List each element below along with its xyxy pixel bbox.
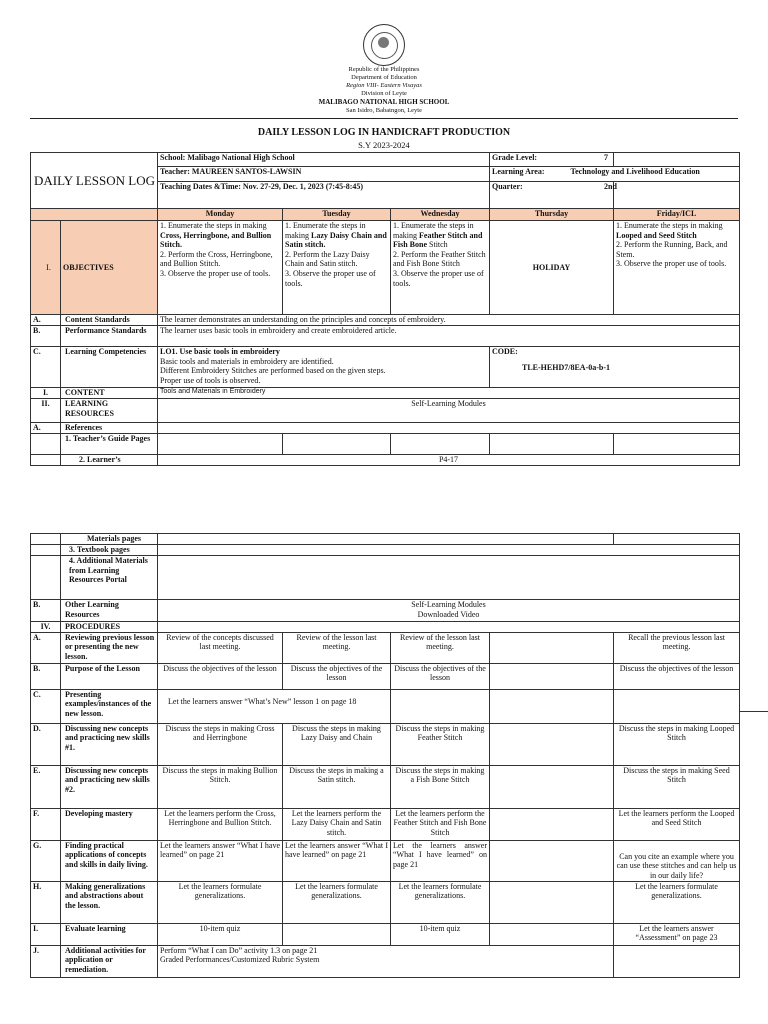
- competencies-letter: C.: [31, 347, 61, 388]
- row-h-thu: [490, 881, 614, 923]
- document-title: DAILY LESSON LOG IN HANDICRAFT PRODUCTION: [257, 127, 511, 138]
- row-f-fri: Let the learners perform the Looped and Seed Stitch: [614, 808, 740, 840]
- learning-area-field: Learning Area: Technology and Livelihood Education: [490, 167, 740, 182]
- procedures-letter: IV.: [31, 622, 61, 633]
- row-j-label: Additional activities for application or remediation.: [61, 945, 158, 977]
- row-e-label: Discussing new concepts and practicing new skills #2.: [61, 765, 158, 808]
- competencies-text: LO1. Use basic tools in embroidery Basic tools and materials in embroidery are identified. Different Embroidery Stitches are performed based on the given steps. Proper use of tools is observed.: [158, 347, 490, 388]
- grade-level-value: 7: [614, 153, 740, 167]
- row-d-fri: Discuss the steps in making Looped Stitch: [614, 723, 740, 765]
- objectives-thursday-holiday: HOLIDAY: [490, 221, 614, 315]
- row-a-letter: A.: [31, 632, 61, 663]
- row-e-fri: Discuss the steps in making Seed Stitch: [614, 765, 740, 808]
- day-header-blank: [31, 209, 158, 221]
- procedure-row-d: [31, 723, 740, 765]
- references-letter: A.: [31, 423, 61, 434]
- day-header-tuesday: Tuesday: [283, 209, 391, 221]
- row-e-thu: [490, 765, 614, 808]
- row-c-fri: [614, 689, 740, 723]
- row-f-thu: [490, 808, 614, 840]
- procedure-row-i: [31, 923, 740, 945]
- teachers-guide-mon: [158, 434, 283, 455]
- content-standards-text: The learner demonstrates an understanding on the principles and concepts of embroidery.: [158, 315, 740, 326]
- header-school: MALIBAGO NATIONAL HIGH SCHOOL: [318, 98, 450, 106]
- row-h-wed: Let the learners formulate generalizations.: [391, 881, 490, 923]
- procedures-label: PROCEDURES: [61, 622, 158, 633]
- row-c-wed: [391, 689, 490, 723]
- procedure-row-a: [31, 632, 740, 663]
- header-region: Region VIII- Eastern Visayas: [346, 82, 422, 89]
- row-i-wed: 10-item quiz: [391, 923, 490, 945]
- competencies-code: CODE: TLE-HEHD7/8EA-0a-b-1: [490, 347, 740, 388]
- row-j-span: Perform “What I can Do” activity 1.3 on page 21 Graded Performances/Customized Rubric System: [158, 945, 614, 977]
- header-division: Division of Leyte: [361, 90, 407, 97]
- row-f-letter: F.: [31, 808, 61, 840]
- teachers-guide-wed: [391, 434, 490, 455]
- row-g-wed: Let the learners answer “What I have learned” on page 21: [391, 840, 490, 881]
- performance-standards-label: Performance Standards: [61, 326, 158, 347]
- row-i-thu: [490, 923, 614, 945]
- day-header-monday: Monday: [158, 209, 283, 221]
- row-i-tue: [283, 923, 391, 945]
- row-b-label: Purpose of the Lesson: [61, 663, 158, 689]
- materials-pages-label: Materials pages: [61, 534, 158, 545]
- procedures-blank: [158, 622, 740, 633]
- teachers-guide-blank: [31, 434, 61, 455]
- row-e-mon: Discuss the steps in making Bullion Stitch.: [158, 765, 283, 808]
- row-h-letter: H.: [31, 881, 61, 923]
- deped-seal: [363, 24, 405, 66]
- row-h-fri: Let the learners formulate generalizations.: [614, 881, 740, 923]
- teaching-dates-field: Teaching Dates &Time: Nov. 27-29, Dec. 1, 2023 (7:45-8:45): [158, 182, 490, 209]
- row-c-thu: [490, 689, 614, 723]
- row-h-mon: Let the learners formulate generalizations.: [158, 881, 283, 923]
- table-overhang-line: [739, 711, 768, 712]
- learners-pages: P4-17: [158, 455, 740, 466]
- procedure-row-g: [31, 840, 740, 881]
- row-i-letter: I.: [31, 923, 61, 945]
- competencies-label: Learning Competencies: [61, 347, 158, 388]
- content-label: CONTENT: [61, 388, 158, 399]
- performance-standards-letter: B.: [31, 326, 61, 347]
- quarter-label: Quarter:: [490, 182, 614, 209]
- day-header-thursday: Thursday: [490, 209, 614, 221]
- learning-resources-letter: II.: [31, 399, 61, 423]
- school-field: School: Malibago National High School: [158, 153, 490, 167]
- row-g-label: Finding practical applications of concepts and skills in daily living.: [61, 840, 158, 881]
- row-f-label: Developing mastery: [61, 808, 158, 840]
- row-h-label: Making generalizations and abstractions about the lesson.: [61, 881, 158, 923]
- learners-label: 2. Learner’s: [61, 455, 158, 466]
- objectives-friday: 1. Enumerate the steps in making Looped and Seed Stitch 2. Perform the Running, Back, and Stem. 3. Observe the proper use of tools.: [614, 221, 740, 315]
- row-d-tue: Discuss the steps in making Lazy Daisy and Chain: [283, 723, 391, 765]
- school-year: S.Y 2023-2024: [358, 140, 410, 150]
- objectives-monday: 1. Enumerate the steps in making Cross, Herringbone, and Bullion Stitch. 2. Perform the Cross, Herringbone, and Bullion Stitch. 3. Observe the proper use of tools.: [158, 221, 283, 315]
- row-b-letter: B.: [31, 663, 61, 689]
- row-c-span: Let the learners answer “What’s New” lesson 1 on page 18: [158, 689, 391, 723]
- row-j-fri: [614, 945, 740, 977]
- quarter-value: 2nd: [614, 182, 740, 209]
- procedure-row-c: [31, 689, 740, 723]
- row-e-letter: E.: [31, 765, 61, 808]
- row-e-wed: Discuss the steps in making a Fish Bone Stitch: [391, 765, 490, 808]
- row-c-letter: C.: [31, 689, 61, 723]
- row-a-fri: Recall the previous lesson last meeting.: [614, 632, 740, 663]
- grade-level-label: Grade Level:: [490, 153, 614, 167]
- header-divider: [30, 118, 738, 119]
- additional-materials-label: 4. Additional Materials from Learning Resources Portal: [61, 556, 158, 600]
- references-label: References: [61, 423, 158, 434]
- day-header-friday: Friday/ICL: [614, 209, 740, 221]
- other-resources-letter: B.: [31, 600, 61, 622]
- row-b-tue: Discuss the objectives of the lesson: [283, 663, 391, 689]
- row-f-wed: Let the learners perform the Feather Stitch and Fish Bone Stitch: [391, 808, 490, 840]
- row-a-wed: Review of the lesson last meeting.: [391, 632, 490, 663]
- procedure-row-b: [31, 663, 740, 689]
- teachers-guide-thu: [490, 434, 614, 455]
- row-g-letter: G.: [31, 840, 61, 881]
- row-b-mon: Discuss the objectives of the lesson: [158, 663, 283, 689]
- teacher-field: Teacher: MAUREEN SANTOS-LAWSIN: [158, 167, 490, 182]
- row-a-thu: [490, 632, 614, 663]
- performance-standards-text: The learner uses basic tools in embroidery and create embroidered article.: [158, 326, 740, 347]
- content-standards-letter: A.: [31, 315, 61, 326]
- materials-blank: [31, 534, 61, 545]
- objectives-letter: I.: [31, 221, 61, 315]
- teachers-guide-tue: [283, 434, 391, 455]
- learning-resources-text: Self-Learning Modules: [158, 399, 740, 423]
- content-letter: I.: [31, 388, 61, 399]
- row-a-mon: Review of the concepts discussed last meeting.: [158, 632, 283, 663]
- header-address: San Isidro, Babatngon, Leyte: [346, 107, 422, 114]
- header-department: Department of Education: [351, 74, 417, 81]
- references-blank: [158, 423, 740, 434]
- row-g-thu: [490, 840, 614, 881]
- row-i-fri: Let the learners answer “Assessment” on page 23: [614, 923, 740, 945]
- learners-blank: [31, 455, 61, 466]
- textbook-label: 3. Textbook pages: [61, 545, 158, 556]
- other-resources-label: Other Learning Resources: [61, 600, 158, 622]
- row-b-thu: [490, 663, 614, 689]
- learning-resources-label: LEARNING RESOURCES: [61, 399, 158, 423]
- other-resources-text: Self-Learning Modules Downloaded Video: [158, 600, 740, 622]
- row-d-letter: D.: [31, 723, 61, 765]
- textbook-cell: [158, 545, 740, 556]
- objectives-label: OBJECTIVES: [61, 221, 158, 315]
- row-f-tue: Let the learners perform the Lazy Daisy Chain and Satin stitch.: [283, 808, 391, 840]
- objectives-tuesday: 1. Enumerate the steps in making Lazy Daisy Chain and Satin stitch. 2. Perform the Lazy Daisy Chain and Satin stitch. 3. Observe the proper use of tools.: [283, 221, 391, 315]
- row-c-label: Presenting examples/instances of the new lesson.: [61, 689, 158, 723]
- procedure-row-j: [31, 945, 740, 977]
- teachers-guide-label: 1. Teacher’s Guide Pages: [61, 434, 158, 455]
- row-j-letter: J.: [31, 945, 61, 977]
- content-text: Tools and Materials in Embroidery: [158, 388, 740, 399]
- content-standards-label: Content Standards: [61, 315, 158, 326]
- row-d-mon: Discuss the steps in making Cross and Herringbone: [158, 723, 283, 765]
- row-e-tue: Discuss the steps in making a Satin stitch.: [283, 765, 391, 808]
- procedure-row-h: [31, 881, 740, 923]
- row-h-tue: Let the learners formulate generalizations.: [283, 881, 391, 923]
- day-header-wednesday: Wednesday: [391, 209, 490, 221]
- row-f-mon: Let the learners perform the Cross, Herringbone and Bullion Stitch.: [158, 808, 283, 840]
- teachers-guide-fri: [614, 434, 740, 455]
- row-d-label: Discussing new concepts and practicing new skills #1.: [61, 723, 158, 765]
- additional-blank: [31, 556, 61, 600]
- row-g-fri: Can you cite an example where you can use these stitches and can help us in our daily life?: [614, 840, 740, 881]
- row-d-wed: Discuss the steps in making Feather Stitch: [391, 723, 490, 765]
- procedure-row-f: [31, 808, 740, 840]
- row-i-label: Evaluate learning: [61, 923, 158, 945]
- row-g-mon: Let the learners answer “What I have learned” on page 21: [158, 840, 283, 881]
- objectives-wednesday: 1. Enumerate the steps in making Feather Stitch and Fish Bone Stitch 2. Perform the Feather Stitch and Fish Bone Stitch 3. Observe the proper use of tools.: [391, 221, 490, 315]
- row-a-tue: Review of the lesson last meeting.: [283, 632, 391, 663]
- row-a-label: Reviewing previous lesson or presenting the new lesson.: [61, 632, 158, 663]
- row-b-fri: Discuss the objectives of the lesson: [614, 663, 740, 689]
- lesson-log-table-page1: [30, 152, 740, 466]
- row-b-wed: Discuss the objectives of the lesson: [391, 663, 490, 689]
- textbook-blank: [31, 545, 61, 556]
- row-d-thu: [490, 723, 614, 765]
- dll-label: DAILY LESSON LOG: [31, 153, 158, 209]
- header-republic: Republic of the Philippines: [348, 66, 420, 73]
- row-i-mon: 10-item quiz: [158, 923, 283, 945]
- additional-materials-cell: [158, 556, 740, 600]
- lesson-log-table-page2: [30, 533, 740, 978]
- row-g-tue: Let the learners answer “What I have learned” on page 21: [283, 840, 391, 881]
- materials-pages-cell: [158, 534, 614, 545]
- materials-pages-fri: [614, 534, 740, 545]
- procedure-row-e: [31, 765, 740, 808]
